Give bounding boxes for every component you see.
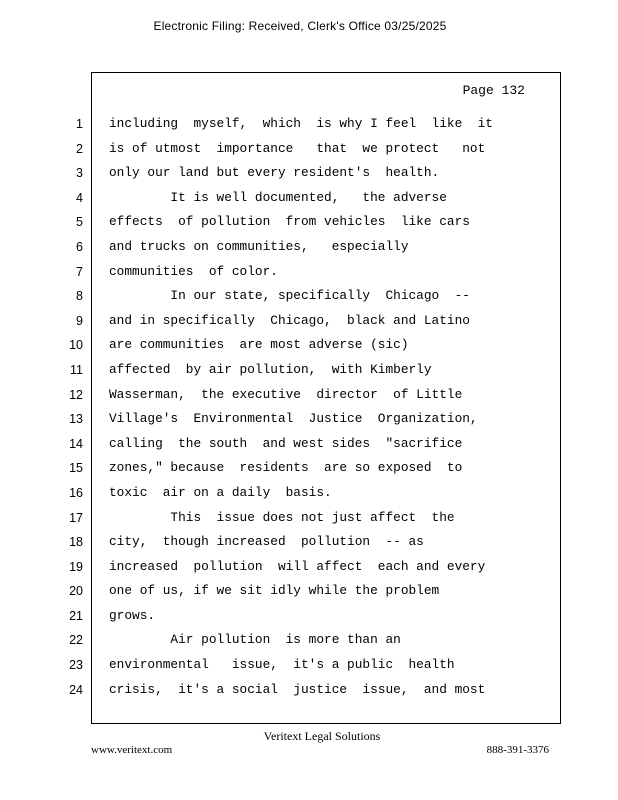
transcript-line: increased pollution will affect each and every <box>109 558 486 574</box>
line-number: 17 <box>69 510 83 525</box>
transcript-line: toxic air on a daily basis. <box>109 484 332 500</box>
line-number: 12 <box>69 387 83 402</box>
transcript-line: city, though increased pollution -- as <box>109 534 424 550</box>
line-number: 20 <box>69 584 83 599</box>
transcript-line: is of utmost importance that we protect not <box>109 140 486 156</box>
footer-website: www.veritext.com <box>91 744 173 756</box>
transcript-line: communities of color. <box>109 263 278 279</box>
line-number: 8 <box>76 289 83 304</box>
footer-phone: 888-391-3376 <box>486 744 549 756</box>
line-number: 24 <box>69 682 83 697</box>
line-number: 18 <box>69 535 83 550</box>
transcript-line: one of us, if we sit idly while the problem <box>109 583 440 599</box>
transcript-line: environmental issue, it's a public health <box>109 657 455 673</box>
transcript-text <box>109 112 549 702</box>
transcript-line: only our land but every resident's health. <box>109 165 440 181</box>
line-number: 23 <box>69 658 83 673</box>
transcript-line: are communities are most adverse (sic) <box>109 337 409 353</box>
transcript-line: including myself, which is why I feel like it <box>109 116 493 131</box>
transcript-line: zones," because residents are so exposed to <box>109 460 463 476</box>
line-number: 6 <box>76 239 83 254</box>
line-number: 16 <box>69 485 83 500</box>
line-number: 15 <box>69 461 83 476</box>
line-number: 21 <box>69 608 83 623</box>
line-number: 13 <box>69 412 83 427</box>
transcript-line: affected by air pollution, with Kimberly <box>109 361 432 377</box>
transcript-line: Air pollution is more than an <box>109 632 401 648</box>
line-number: 22 <box>69 633 83 648</box>
transcript-line: Wasserman, the executive director of Little <box>109 386 463 402</box>
transcript-line: crisis, it's a social justice issue, and most <box>109 681 486 697</box>
transcript-line: effects of pollution from vehicles like cars <box>109 214 470 230</box>
transcript-line: grows. <box>109 607 156 623</box>
line-number-column <box>55 112 83 702</box>
footer-company: Veritext Legal Solutions <box>263 729 381 743</box>
transcript-line: It is well documented, the adverse <box>109 189 447 205</box>
line-number: 19 <box>69 559 83 574</box>
transcript-line: Village's Environmental Justice Organization, <box>109 411 478 427</box>
line-number: 9 <box>76 313 83 328</box>
filing-stamp: Electronic Filing: Received, Clerk's Office 03/25/2025 <box>153 19 447 33</box>
line-number: 7 <box>76 264 83 279</box>
line-number: 11 <box>70 362 83 377</box>
line-number: 1 <box>76 117 83 131</box>
page-number: Page 132 <box>462 83 525 98</box>
line-number: 2 <box>76 141 83 156</box>
transcript-line: and trucks on communities, especially <box>109 238 409 254</box>
transcript-line: calling the south and west sides "sacrifice <box>109 435 463 451</box>
line-number: 10 <box>69 338 83 353</box>
transcript-line: and in specifically Chicago, black and Latino <box>109 312 470 328</box>
transcript-line: In our state, specifically Chicago -- <box>109 288 470 304</box>
line-number: 3 <box>76 166 83 181</box>
line-number: 5 <box>76 215 83 230</box>
line-number: 4 <box>76 190 83 205</box>
line-number: 14 <box>69 436 83 451</box>
transcript-line: This issue does not just affect the <box>109 509 455 525</box>
